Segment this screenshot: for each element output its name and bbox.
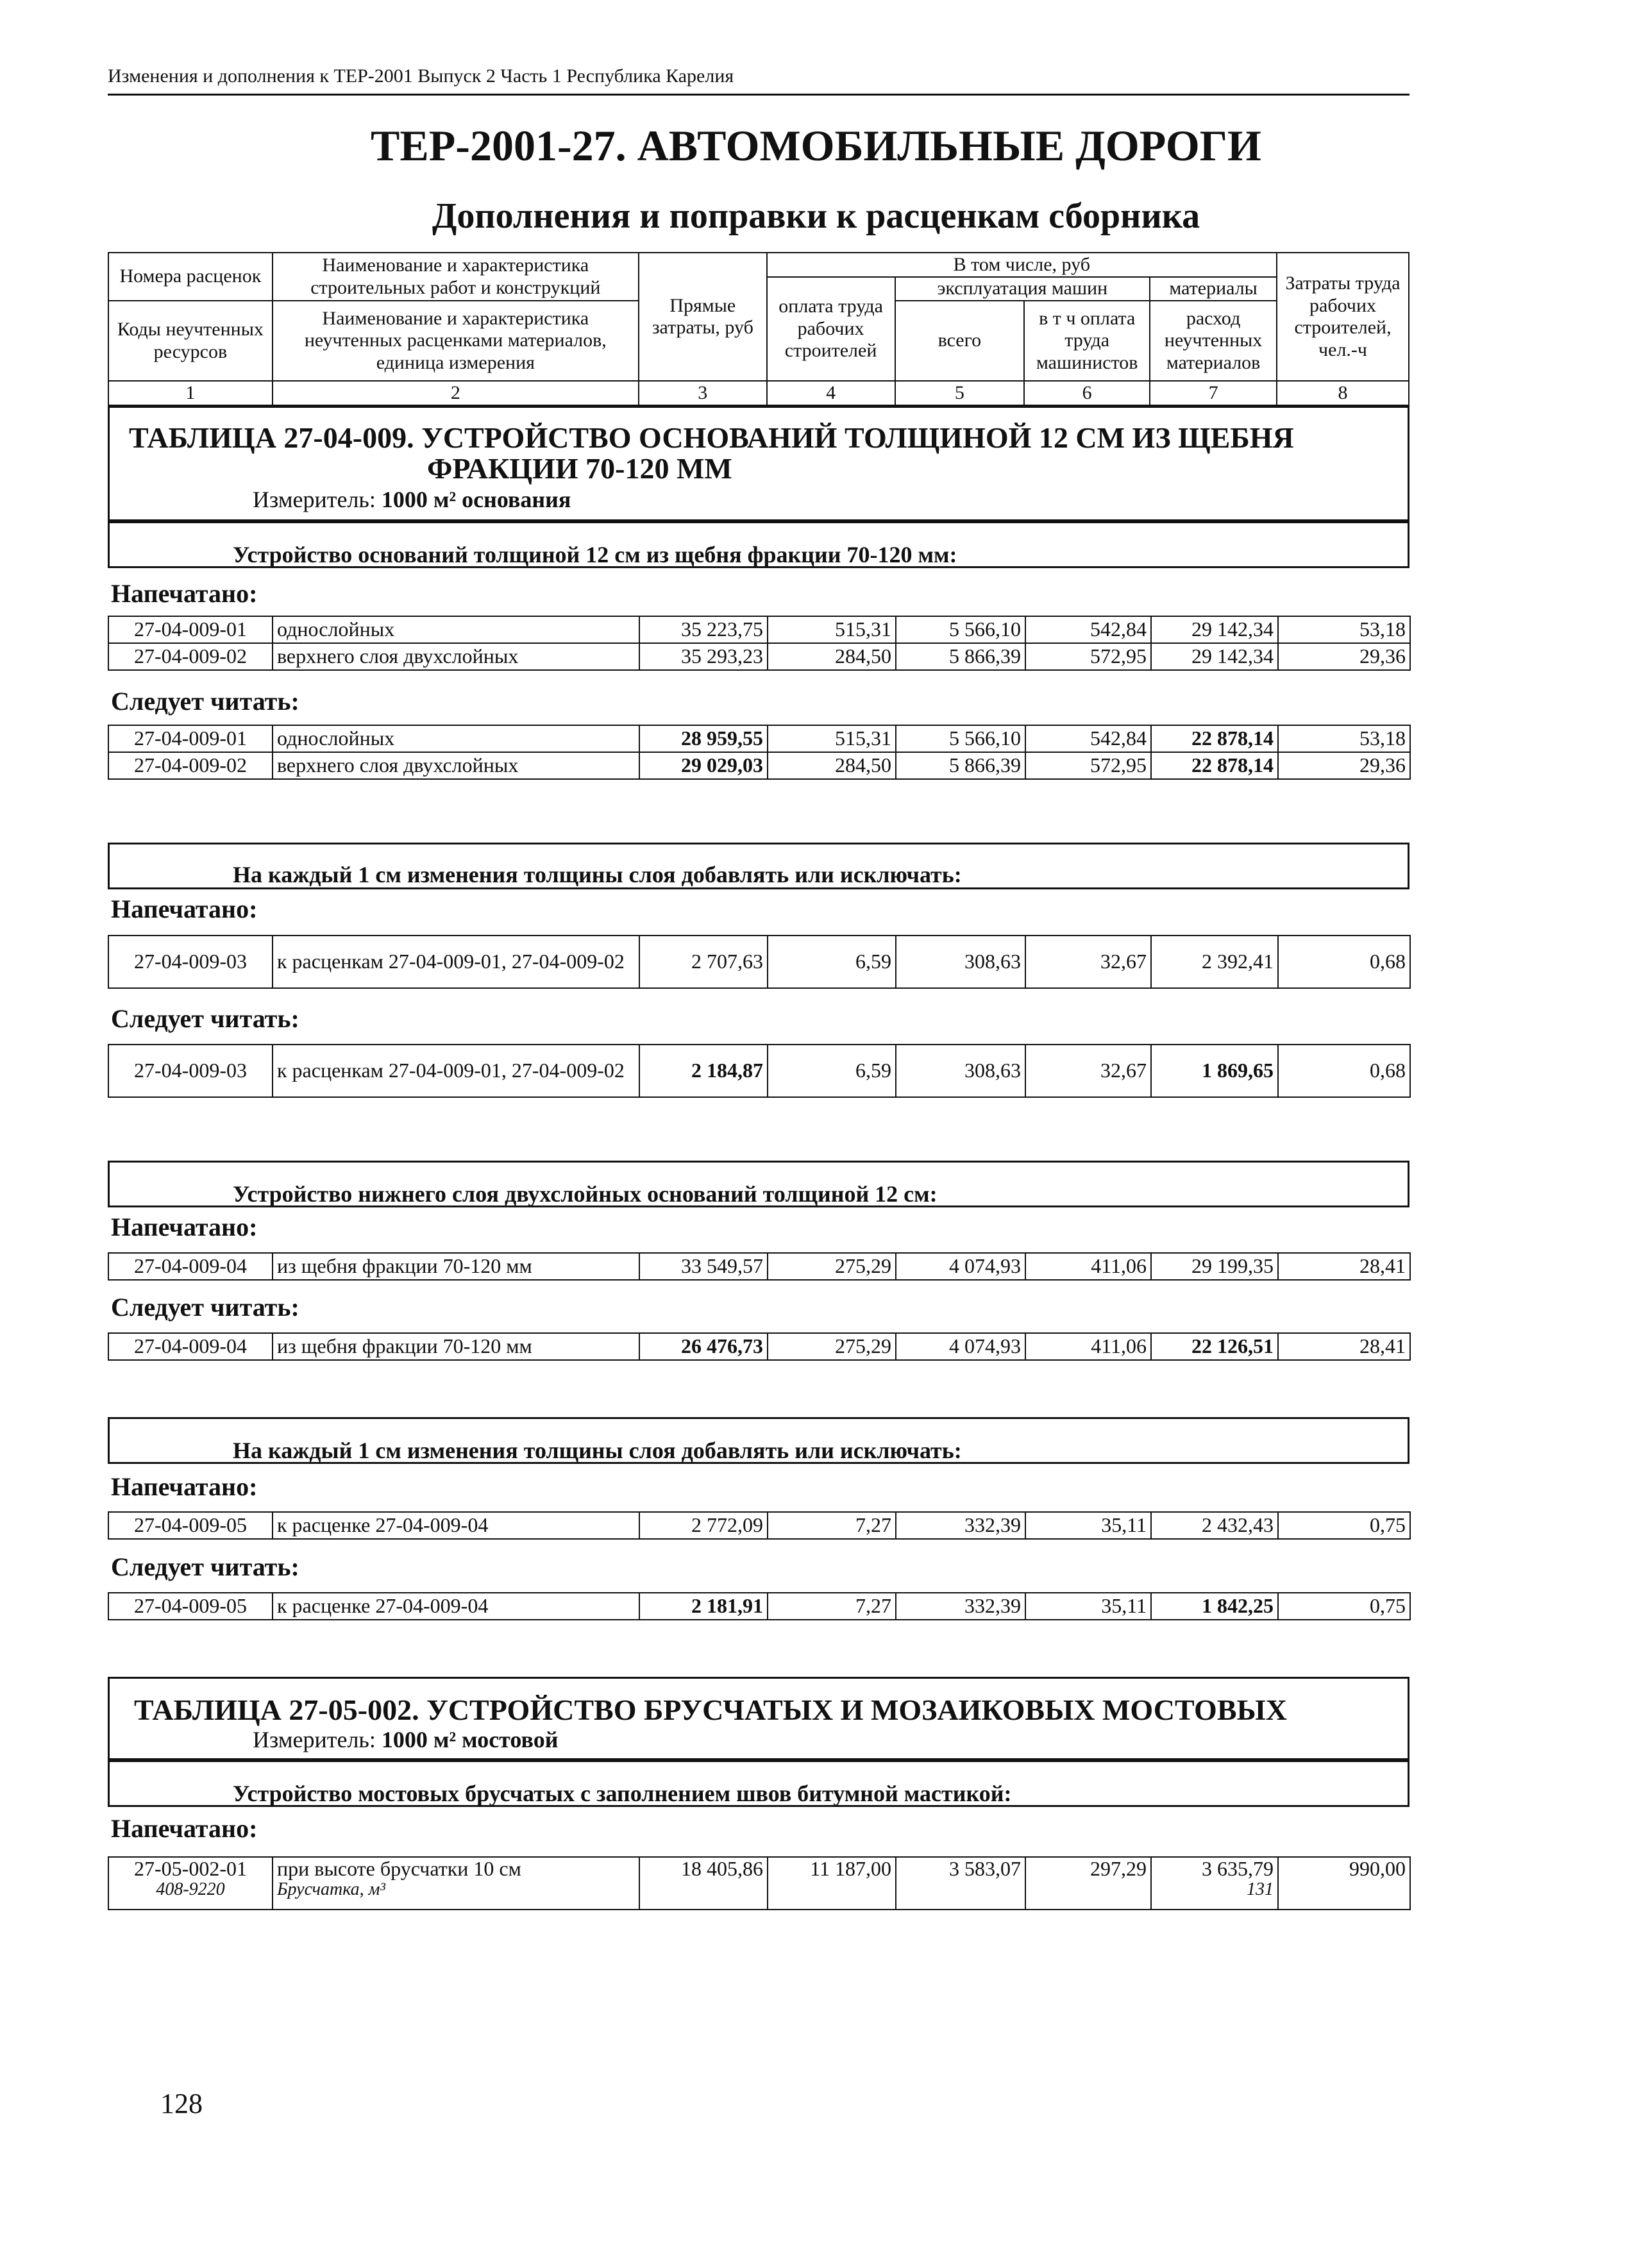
column-header xyxy=(108,252,1409,406)
cell-labor: 275,29 xyxy=(768,1333,896,1360)
table-row xyxy=(108,1333,1410,1360)
cell-direct-cost: 33 549,57 xyxy=(639,1253,768,1280)
table-row xyxy=(108,1512,1410,1539)
section-b-printed-label: Напечатано: xyxy=(111,895,258,923)
table1-meter-value: 1000 м² основания xyxy=(381,487,571,512)
table2-printed-label: Напечатано: xyxy=(111,1814,258,1843)
section-a-read-label: Следует читать: xyxy=(111,687,299,716)
table2-meter-label: Измеритель: xyxy=(253,1727,376,1752)
cell-machinists: 35,11 xyxy=(1025,1593,1151,1620)
cell-machinists: 572,95 xyxy=(1025,643,1151,670)
cell-materials: 22 878,14 xyxy=(1151,752,1278,779)
cell-labor: 6,59 xyxy=(768,1045,896,1097)
section-d-read-label: Следует читать: xyxy=(111,1552,299,1581)
cell-machines: 5 566,10 xyxy=(896,616,1025,643)
cell-direct-cost: 29 029,03 xyxy=(639,752,768,779)
cell-materials xyxy=(1151,1857,1278,1910)
table1-meter xyxy=(253,486,571,513)
col-num-8: 8 xyxy=(1277,381,1409,405)
cell-direct-cost: 35 293,23 xyxy=(639,643,768,670)
running-head: Изменения и дополнения к ТЕР-2001 Выпуск 2 Часть 1 Республика Карелия xyxy=(108,65,734,87)
page-title: ТЕР-2001-27. АВТОМОБИЛЬНЫЕ ДОРОГИ xyxy=(371,121,1261,170)
section-d-read-table xyxy=(108,1592,1411,1620)
header-rule xyxy=(108,94,1409,96)
cell-name: из щебня фракции 70-120 мм xyxy=(273,1333,639,1360)
section-c-box xyxy=(108,1161,1409,1207)
col-num-5: 5 xyxy=(895,381,1025,405)
table2-section-title: Устройство мостовых брусчатых с заполнением швов битумной мастикой: xyxy=(233,1781,1012,1806)
page-subtitle: Дополнения и поправки к расценкам сборника xyxy=(432,196,1200,236)
table-row xyxy=(108,1045,1410,1097)
cell-labor-hours: 0,68 xyxy=(1278,1045,1410,1097)
cell-direct-cost: 2 707,63 xyxy=(639,936,768,988)
cell-labor: 284,50 xyxy=(768,752,896,779)
section-b-box xyxy=(108,843,1409,889)
table-row xyxy=(108,1593,1410,1620)
cell-direct-cost: 2 772,09 xyxy=(639,1512,768,1539)
cell-direct-cost: 2 184,87 xyxy=(639,1045,768,1097)
cell-machines: 5 866,39 xyxy=(896,752,1025,779)
table-row xyxy=(108,936,1410,988)
cell-labor: 515,31 xyxy=(768,725,896,752)
cell-code: 27-04-009-04 xyxy=(108,1253,273,1280)
cell-code-main: 27-05-002-01 xyxy=(134,1857,247,1880)
col-num-6: 6 xyxy=(1024,381,1150,405)
cell-machines: 332,39 xyxy=(896,1593,1025,1620)
section-c-printed-label: Напечатано: xyxy=(111,1213,258,1241)
cell-labor-hours: 0,68 xyxy=(1278,936,1410,988)
section-c-printed-table xyxy=(108,1252,1411,1281)
cell-machinists: 572,95 xyxy=(1025,752,1151,779)
section-b-read-table xyxy=(108,1044,1411,1098)
section-b-printed-table xyxy=(108,935,1411,989)
table1-meter-label: Измеритель: xyxy=(253,487,376,512)
cell-code: 27-04-009-03 xyxy=(108,1045,273,1097)
page-number: 128 xyxy=(160,2088,203,2119)
cell-name: к расценкам 27-04-009-01, 27-04-009-02 xyxy=(273,1045,639,1097)
cell-machinists: 297,29 xyxy=(1025,1857,1151,1910)
col6-header: в т ч оплата труда машинистов xyxy=(1024,301,1150,381)
section-b-title: На каждый 1 см изменения толщины слоя добавлять или исключать: xyxy=(233,862,962,887)
col-num-2: 2 xyxy=(273,381,639,405)
cell-labor: 515,31 xyxy=(768,616,896,643)
col-num-7: 7 xyxy=(1150,381,1277,405)
section-a-printed-table xyxy=(108,616,1411,671)
section-b-read-label: Следует читать: xyxy=(111,1004,299,1033)
cell-materials: 22 878,14 xyxy=(1151,725,1278,752)
cell-resource-qty: 131 xyxy=(1247,1879,1274,1900)
cell-direct-cost: 26 476,73 xyxy=(639,1333,768,1360)
section-c-title: Устройство нижнего слоя двухслойных оснований толщиной 12 см: xyxy=(233,1181,938,1207)
cell-labor-hours: 28,41 xyxy=(1278,1253,1410,1280)
table-row xyxy=(108,643,1410,670)
cell-labor: 284,50 xyxy=(768,643,896,670)
cell-machines: 4 074,93 xyxy=(896,1333,1025,1360)
cell-machines: 308,63 xyxy=(896,1045,1025,1097)
section-a-read-table xyxy=(108,725,1411,780)
col7-header: расход неучтенных материалов xyxy=(1150,301,1277,381)
col5-header: всего xyxy=(895,301,1025,381)
cell-code: 27-04-009-03 xyxy=(108,936,273,988)
cell-labor-hours: 28,41 xyxy=(1278,1333,1410,1360)
cell-code: 27-04-009-02 xyxy=(108,643,273,670)
section-d-box xyxy=(108,1417,1409,1464)
cell-code: 27-04-009-05 xyxy=(108,1512,273,1539)
section-c-read-label: Следует читать: xyxy=(111,1293,299,1322)
section-c-read-table xyxy=(108,1332,1411,1361)
cell-name: верхнего слоя двухслойных xyxy=(273,643,639,670)
table1-title-line1: ТАБЛИЦА 27-04-009. УСТРОЙСТВО ОСНОВАНИЙ ТОЛЩИНОЙ 12 СМ ИЗ ЩЕБНЯ xyxy=(129,421,1294,454)
cell-materials: 2 392,41 xyxy=(1151,936,1278,988)
table2-printed-table xyxy=(108,1856,1411,1910)
cell-machinists: 411,06 xyxy=(1025,1253,1151,1280)
cell-labor: 11 187,00 xyxy=(768,1857,896,1910)
cell-machines: 4 074,93 xyxy=(896,1253,1025,1280)
section-d-title: На каждый 1 см изменения толщины слоя добавлять или исключать: xyxy=(233,1438,962,1463)
cell-direct-cost: 35 223,75 xyxy=(639,616,768,643)
cell-labor-hours: 0,75 xyxy=(1278,1512,1410,1539)
cell-materials: 1 869,65 xyxy=(1151,1045,1278,1097)
cell-labor-hours: 0,75 xyxy=(1278,1593,1410,1620)
cell-code: 27-04-009-05 xyxy=(108,1593,273,1620)
table-row xyxy=(108,725,1410,752)
cell-name: к расценкам 27-04-009-01, 27-04-009-02 xyxy=(273,936,639,988)
cell-code: 27-04-009-04 xyxy=(108,1333,273,1360)
col3-header: Прямые затраты, руб xyxy=(639,253,767,381)
table-row xyxy=(108,752,1410,779)
table1-title-box xyxy=(108,406,1409,521)
cell-materials: 29 142,34 xyxy=(1151,616,1278,643)
col2-bottom-header: Наименование и характеристика неучтенных расценками материалов, единица измерения xyxy=(273,301,639,381)
cell-code: 27-04-009-01 xyxy=(108,616,273,643)
col2-top-header: Наименование и характеристика строительных работ и конструкций xyxy=(273,253,639,301)
cell-name: однослойных xyxy=(273,725,639,752)
cell-labor: 7,27 xyxy=(768,1512,896,1539)
table-row xyxy=(108,616,1410,643)
table2-section-box xyxy=(108,1760,1409,1807)
section-d-printed-label: Напечатано: xyxy=(111,1472,258,1501)
cell-machines: 332,39 xyxy=(896,1512,1025,1539)
machines-header: эксплуатация машин xyxy=(895,277,1150,301)
col-num-4: 4 xyxy=(767,381,895,405)
cell-name: однослойных xyxy=(273,616,639,643)
section-a-printed-label: Напечатано: xyxy=(111,579,258,608)
cell-resource-name: Брусчатка, м³ xyxy=(277,1879,385,1900)
cell-materials: 22 126,51 xyxy=(1151,1333,1278,1360)
cell-labor: 275,29 xyxy=(768,1253,896,1280)
cell-machinists: 542,84 xyxy=(1025,725,1151,752)
table2-title-box xyxy=(108,1677,1409,1760)
cell-name xyxy=(273,1857,639,1910)
table2-meter xyxy=(253,1726,558,1753)
table-row xyxy=(108,1253,1410,1280)
cell-materials: 29 142,34 xyxy=(1151,643,1278,670)
table1-title-line2: ФРАКЦИИ 70-120 ММ xyxy=(427,452,732,485)
cell-labor-hours: 990,00 xyxy=(1278,1857,1410,1910)
group-header: В том числе, руб xyxy=(767,253,1277,277)
table2-meter-value: 1000 м² мостовой xyxy=(381,1727,559,1752)
cell-machines: 308,63 xyxy=(896,936,1025,988)
table-row xyxy=(108,1857,1410,1910)
table2-title: ТАБЛИЦА 27-05-002. УСТРОЙСТВО БРУСЧАТЫХ И МОЗАИКОВЫХ МОСТОВЫХ xyxy=(134,1693,1287,1726)
cell-name: к расценке 27-04-009-04 xyxy=(273,1593,639,1620)
col-num-1: 1 xyxy=(108,381,273,405)
cell-labor-hours: 53,18 xyxy=(1278,616,1410,643)
cell-direct-cost: 28 959,55 xyxy=(639,725,768,752)
section-a-box xyxy=(108,521,1409,568)
cell-name-main: при высоте брусчатки 10 см xyxy=(277,1857,521,1880)
cell-machinists: 542,84 xyxy=(1025,616,1151,643)
cell-machines: 5 866,39 xyxy=(896,643,1025,670)
cell-name: к расценке 27-04-009-04 xyxy=(273,1512,639,1539)
col1-top-header: Номера расценок xyxy=(108,253,273,301)
cell-materials: 2 432,43 xyxy=(1151,1512,1278,1539)
cell-machinists: 32,67 xyxy=(1025,936,1151,988)
cell-machines: 3 583,07 xyxy=(896,1857,1025,1910)
col4-header: оплата труда рабочих строителей xyxy=(767,277,895,382)
cell-name: из щебня фракции 70-120 мм xyxy=(273,1253,639,1280)
cell-direct-cost: 18 405,86 xyxy=(639,1857,768,1910)
cell-code: 27-04-009-02 xyxy=(108,752,273,779)
cell-machinists: 411,06 xyxy=(1025,1333,1151,1360)
section-d-printed-table xyxy=(108,1511,1411,1540)
cell-labor-hours: 29,36 xyxy=(1278,752,1410,779)
cell-resource-code: 408-9220 xyxy=(156,1879,225,1900)
cell-materials: 1 842,25 xyxy=(1151,1593,1278,1620)
cell-machinists: 35,11 xyxy=(1025,1512,1151,1539)
section-a-title: Устройство оснований толщиной 12 см из щебня фракции 70-120 мм: xyxy=(233,542,957,567)
cell-code xyxy=(108,1857,273,1910)
cell-direct-cost: 2 181,91 xyxy=(639,1593,768,1620)
cell-name: верхнего слоя двухслойных xyxy=(273,752,639,779)
cell-code: 27-04-009-01 xyxy=(108,725,273,752)
materials-header: материалы xyxy=(1150,277,1277,301)
cell-labor: 7,27 xyxy=(768,1593,896,1620)
cell-materials-main: 3 635,79 xyxy=(1202,1857,1274,1880)
col8-header: Затраты труда рабочих строителей, чел.-ч xyxy=(1277,253,1409,381)
col-num-3: 3 xyxy=(639,381,767,405)
col1-bottom-header: Коды неучтенных ресурсов xyxy=(108,301,273,381)
cell-labor-hours: 53,18 xyxy=(1278,725,1410,752)
cell-materials: 29 199,35 xyxy=(1151,1253,1278,1280)
cell-labor: 6,59 xyxy=(768,936,896,988)
cell-machines: 5 566,10 xyxy=(896,725,1025,752)
cell-machinists: 32,67 xyxy=(1025,1045,1151,1097)
cell-labor-hours: 29,36 xyxy=(1278,643,1410,670)
